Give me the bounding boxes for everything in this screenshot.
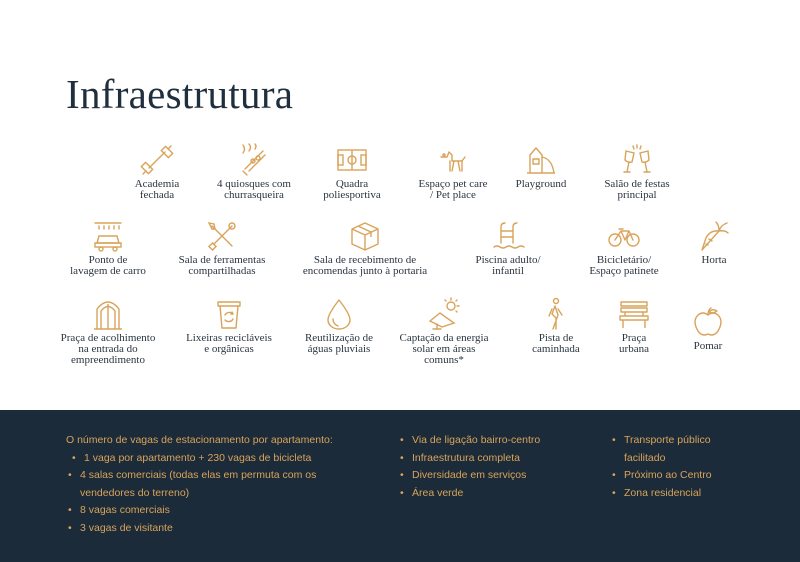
solar-panel-icon bbox=[427, 297, 461, 331]
amenity-label: Espaço pet care / Pet place bbox=[418, 178, 488, 201]
list-item: • 1 vaga por apartamento + 230 vagas de bicicleta bbox=[66, 450, 386, 468]
amenity-label: Piscina adulto/ infantil bbox=[475, 254, 541, 277]
amenity-pomar bbox=[633, 305, 783, 352]
dumbbell-icon bbox=[140, 143, 174, 177]
amenity-label: Quadra poliesportiva bbox=[323, 178, 381, 201]
list-item: • Via de ligação bairro-centro bbox=[398, 432, 588, 450]
amenity-horta bbox=[639, 219, 789, 266]
amenity-label: 4 quiosques com churrasqueira bbox=[217, 178, 291, 201]
apple-icon bbox=[691, 305, 725, 339]
amenity-label: Salão de festas principal bbox=[604, 178, 670, 201]
bicycle-icon bbox=[607, 219, 641, 253]
amenity-label: Bicicletário/ Espaço patinete bbox=[589, 254, 659, 277]
cheers-icon bbox=[620, 143, 654, 177]
list-item: • 4 salas comerciais (todas elas em permuta com os bbox=[66, 467, 386, 485]
amenity-label: Horta bbox=[701, 254, 727, 266]
list-item: • Área verde bbox=[398, 485, 588, 503]
footer-panel bbox=[0, 410, 800, 562]
recycle-bin-icon bbox=[212, 297, 246, 331]
grill-icon bbox=[237, 143, 271, 177]
amenity-label: Academia fechada bbox=[134, 178, 180, 201]
parking-info-column bbox=[66, 432, 386, 537]
location-column bbox=[610, 432, 770, 502]
list-item: vendedores do terreno) bbox=[80, 486, 190, 499]
court-icon bbox=[335, 143, 369, 177]
amenity-label: Pista de caminhada bbox=[532, 332, 580, 355]
list-item: • Infraestrutura completa bbox=[398, 450, 588, 468]
amenity-label: Praça urbana bbox=[619, 332, 649, 355]
amenity-label: Captação da energia solar em áreas comuns* bbox=[399, 332, 489, 366]
page-title: Infraestrutura bbox=[66, 71, 294, 117]
tools-icon bbox=[205, 219, 239, 253]
dog-icon bbox=[436, 143, 470, 177]
list-item: • 8 vagas comerciais bbox=[66, 502, 386, 520]
door-icon bbox=[91, 297, 125, 331]
amenity-label: Lixeiras recicláveis e orgânicas bbox=[186, 332, 272, 355]
playground-icon bbox=[524, 143, 558, 177]
list-item: facilitado bbox=[624, 451, 666, 464]
list-item: • Zona residencial bbox=[610, 485, 770, 503]
amenity-label: Praça de acolhimento na entrada do empreendimento bbox=[60, 332, 156, 366]
amenity-encomendas bbox=[290, 219, 440, 277]
water-drop-icon bbox=[322, 297, 356, 331]
amenity-label: Sala de ferramentas compartilhadas bbox=[178, 254, 266, 277]
amenity-ferramentas bbox=[147, 219, 297, 277]
list-item: • Transporte público bbox=[610, 432, 770, 450]
amenity-label: Ponto de lavagem de carro bbox=[70, 254, 146, 277]
car-wash-icon bbox=[91, 219, 125, 253]
amenity-label: Playground bbox=[515, 178, 567, 190]
pool-icon bbox=[491, 219, 525, 253]
amenity-salao bbox=[562, 143, 712, 201]
amenity-label: Pomar bbox=[693, 340, 723, 352]
box-icon bbox=[348, 219, 382, 253]
list-item: • Diversidade em serviços bbox=[398, 467, 588, 485]
neighborhood-column bbox=[398, 432, 588, 502]
list-item: • Próximo ao Centro bbox=[610, 467, 770, 485]
list-item: • 3 vagas de visitante bbox=[66, 520, 386, 538]
parking-heading: O número de vagas de estacionamento por apartamento: bbox=[66, 434, 333, 446]
amenity-label: Sala de recebimento de encomendas junto à portaria bbox=[302, 254, 428, 277]
amenity-label: Reutilização de águas pluviais bbox=[304, 332, 374, 355]
carrot-icon bbox=[697, 219, 731, 253]
